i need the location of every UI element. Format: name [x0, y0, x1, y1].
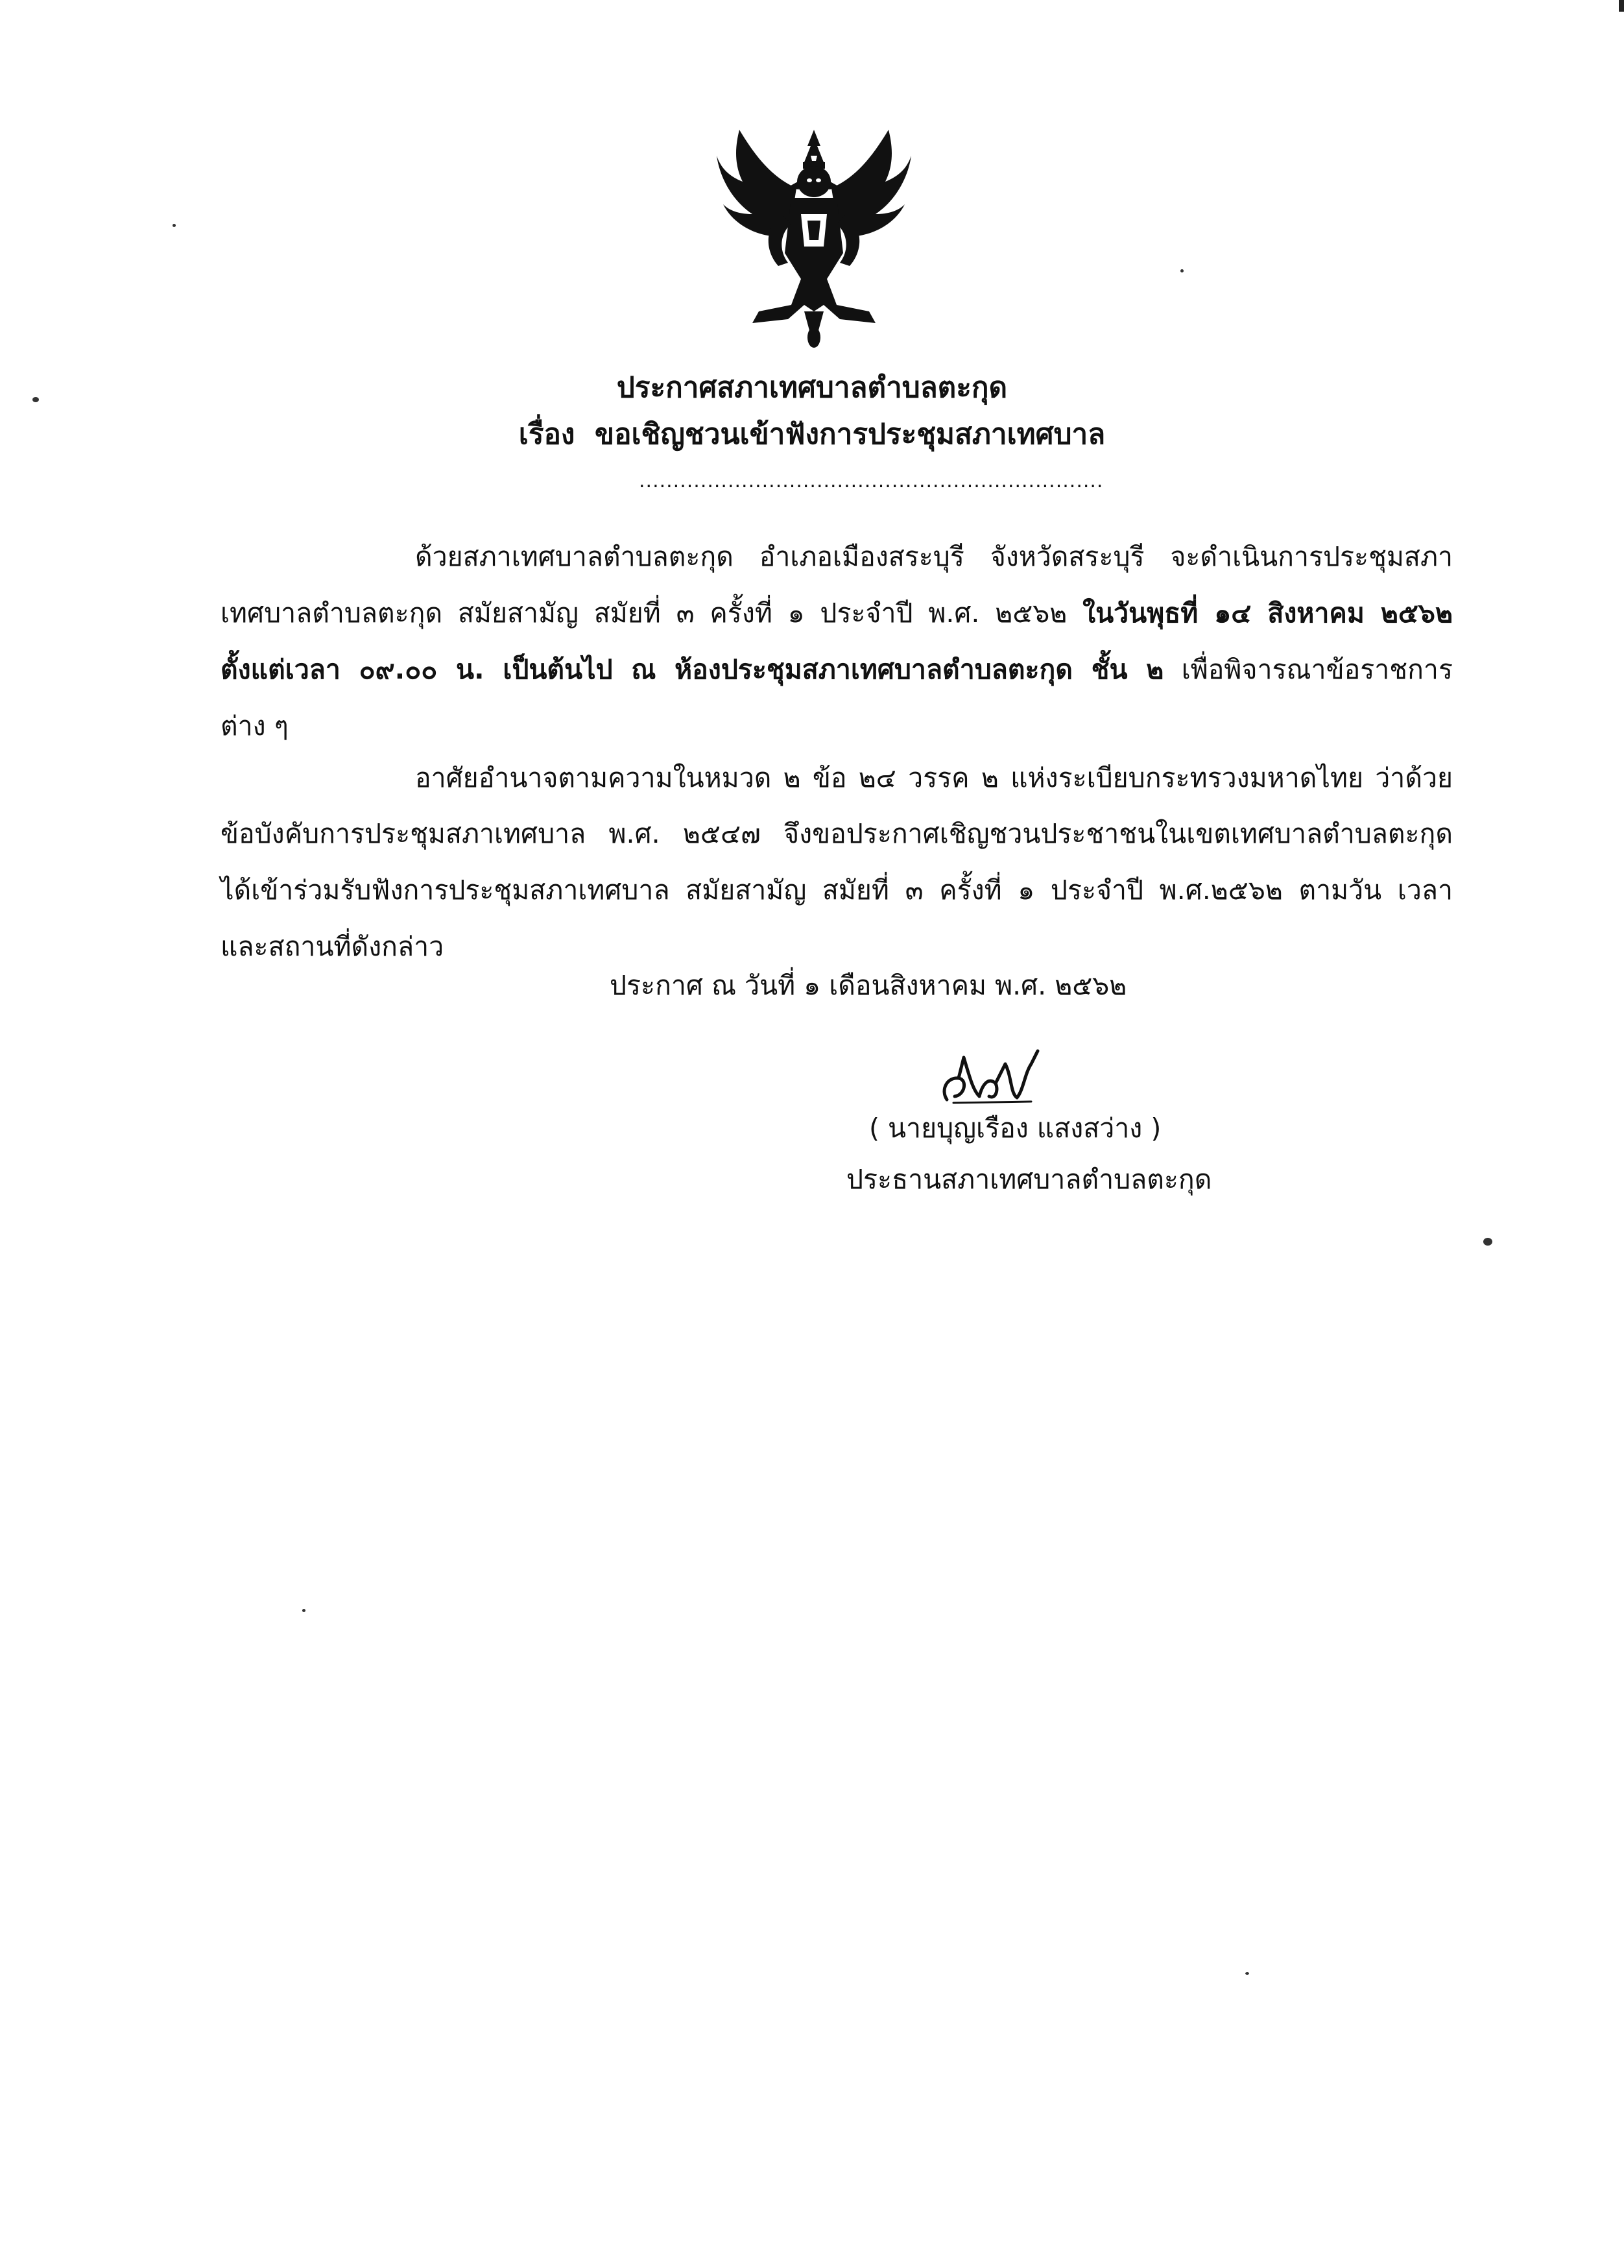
- meeting-time-place-bold: ตั้งแต่เวลา ๐๙.๐๐ น. เป็นต้นไป ณ ห้องประชุมสภาเทศบาลตำบลตะกุด ชั้น ๒: [221, 654, 1164, 685]
- scan-speck: [1180, 269, 1184, 272]
- scan-edge-mark: [1619, 0, 1624, 12]
- subject-text: ขอเชิญชวนเข้าฟังการประชุมสภาเทศบาล: [595, 418, 1106, 451]
- meeting-date-bold: ในวันพุธที่ ๑๔ สิงหาคม ๒๕๖๒: [1082, 597, 1453, 629]
- scan-speck: [1483, 1238, 1492, 1246]
- signer-position: ประธานสภาเทศบาลตำบลตะกุด: [846, 1164, 1212, 1195]
- scan-speck: [173, 224, 176, 227]
- paragraph2-line4: และสถานที่ดังกล่าว: [221, 931, 444, 962]
- scan-speck: [1245, 1972, 1249, 1975]
- paragraph1-line3: [221, 651, 1453, 688]
- paragraph1-line2-normal: เทศบาลตำบลตะกุด สมัยสามัญ สมัยที่ ๓ ครั้งที่ ๑ ประจำปี พ.ศ. ๒๕๖๒: [221, 597, 1068, 629]
- paragraph1-line3-normal: เพื่อพิจารณาข้อราชการ: [1181, 654, 1453, 685]
- garuda-emblem-icon: [713, 117, 914, 350]
- announcement-date: ประกาศ ณ วันที่ ๑ เดือนสิงหาคม พ.ศ. ๒๕๖๒: [610, 970, 1127, 1001]
- paragraph1-line1: ด้วยสภาเทศบาลตำบลตะกุด อำเภอเมืองสระบุรี จังหวัดสระบุรี จะดำเนินการประชุมสภา: [415, 541, 1453, 572]
- subject-label: เรื่อง: [518, 418, 575, 451]
- paragraph2-line1: อาศัยอำนาจตามความในหมวด ๒ ข้อ ๒๔ วรรค ๒ แห่งระเบียบกระทรวงมหาดไทย ว่าด้วย: [415, 762, 1453, 793]
- dotted-divider: ....................................................................: [639, 470, 1104, 492]
- signer-name: ( นายบุญเรือง แสงสว่าง ): [869, 1113, 1162, 1144]
- document-subject-line: [0, 415, 1624, 454]
- scan-speck: [302, 1609, 305, 1612]
- paragraph2-line3: ได้เข้าร่วมรับฟังการประชุมสภาเทศบาล สมัยสามัญ สมัยที่ ๓ ครั้งที่ ๑ ประจำปี พ.ศ.๒๕๖๒ ตามวัน เวลา: [221, 875, 1453, 906]
- paragraph1-line2: [221, 595, 1453, 631]
- paragraph1-line4: ต่าง ๆ: [221, 710, 289, 742]
- paragraph2-line2: ข้อบังคับการประชุมสภาเทศบาล พ.ศ. ๒๕๔๗ จึงขอประกาศเชิญชวนประชาชนในเขตเทศบาลตำบลตะกุด: [221, 818, 1453, 849]
- document-title: ประกาศสภาเทศบาลตำบลตะกุด: [616, 371, 1008, 404]
- handwritten-signature: [934, 1038, 1051, 1116]
